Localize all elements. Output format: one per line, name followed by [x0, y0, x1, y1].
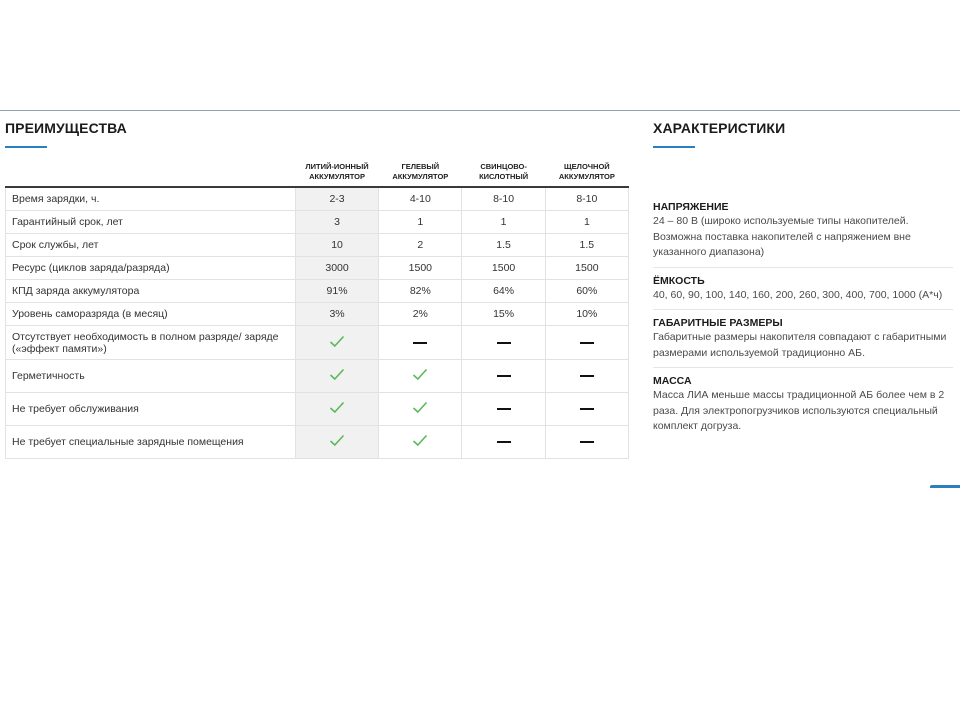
cell-value: [295, 360, 378, 393]
cell-value: [295, 326, 378, 360]
cell-value: 2%: [379, 303, 462, 326]
cell-value: [545, 326, 628, 360]
table-row: [6, 360, 629, 393]
dash-icon: [497, 441, 511, 443]
specs-list: [653, 194, 953, 441]
cell-value: 91%: [295, 280, 378, 303]
cell-value: [545, 360, 628, 393]
dash-icon: [580, 441, 594, 443]
cell-value: 3000: [295, 257, 378, 280]
cell-value: 1.5: [545, 234, 628, 257]
spec-title: ГАБАРИТНЫЕ РАЗМЕРЫ: [653, 317, 783, 329]
table-row: [6, 280, 629, 303]
cell-value: [545, 393, 628, 426]
cell-value: [295, 393, 378, 426]
spec-item: [653, 368, 953, 441]
cell-value: [462, 426, 545, 459]
check-icon: [329, 335, 345, 351]
cell-value: [545, 426, 628, 459]
spec-text: 24 – 80 В (широко используемые типы накопителей. Возможна поставка накопителей с напряжением вне указанного диапазона): [653, 215, 911, 258]
cell-value: [462, 326, 545, 360]
row-label: Ресурс (циклов заряда/разряда): [6, 257, 296, 280]
row-label: Уровень саморазряда (в месяц): [6, 303, 296, 326]
cell-value: [379, 393, 462, 426]
cell-value: 1: [462, 211, 545, 234]
cell-value: 2: [379, 234, 462, 257]
specs-title-underline: [653, 146, 695, 148]
row-label: Герметичность: [6, 360, 296, 393]
cell-value: 3%: [295, 303, 378, 326]
table-row: [6, 303, 629, 326]
advantages-title: ПРЕИМУЩЕСТВА: [5, 120, 127, 136]
spec-text: Масса ЛИА меньше массы традиционной АБ более чем в 2 раза. Для электропогрузчиков используются специальный комплект догруза.: [653, 389, 945, 432]
cell-value: 10%: [545, 303, 628, 326]
cell-value: [462, 393, 545, 426]
top-divider: [0, 110, 960, 111]
check-icon: [329, 368, 345, 384]
table-row: [6, 393, 629, 426]
cell-value: 8-10: [462, 187, 545, 211]
cell-value: 8-10: [545, 187, 628, 211]
cell-value: [295, 426, 378, 459]
cell-value: 64%: [462, 280, 545, 303]
spec-item: [653, 268, 953, 311]
dash-icon: [497, 408, 511, 410]
spec-item: [653, 194, 953, 268]
dash-icon: [580, 342, 594, 344]
cell-value: [379, 360, 462, 393]
row-label: Гарантийный срок, лет: [6, 211, 296, 234]
cell-value: 1500: [545, 257, 628, 280]
cell-value: 1: [379, 211, 462, 234]
table-row: [6, 426, 629, 459]
cell-value: [462, 360, 545, 393]
cell-value: 60%: [545, 280, 628, 303]
cell-value: 1500: [379, 257, 462, 280]
cell-value: 82%: [379, 280, 462, 303]
cell-value: 4-10: [379, 187, 462, 211]
cell-value: 3: [295, 211, 378, 234]
column-header-gel: ГЕЛЕВЫЙ АККУМУЛЯТОР: [379, 158, 462, 187]
specs-title: ХАРАКТЕРИСТИКИ: [653, 120, 786, 136]
spec-title: МАССА: [653, 375, 692, 387]
table-row: [6, 234, 629, 257]
column-header-li-ion: ЛИТИЙ-ИОННЫЙ АККУМУЛЯТОР: [295, 158, 378, 187]
row-label: Время зарядки, ч.: [6, 187, 296, 211]
row-label: Не требует специальные зарядные помещения: [6, 426, 296, 459]
check-icon: [412, 434, 428, 450]
spec-text: 40, 60, 90, 100, 140, 160, 200, 260, 300, 400, 700, 1000 (А*ч): [653, 288, 943, 301]
dash-icon: [580, 408, 594, 410]
check-icon: [329, 401, 345, 417]
cell-value: 10: [295, 234, 378, 257]
cell-value: [379, 326, 462, 360]
spec-text: Габаритные размеры накопителя совпадают с габаритными размерами используемой традиционно АБ.: [653, 331, 947, 359]
check-icon: [412, 368, 428, 384]
table-row: [6, 257, 629, 280]
table-row: [6, 211, 629, 234]
column-header-lead-acid: СВИНЦОВО-КИСЛОТНЫЙ: [462, 158, 545, 187]
row-label: Не требует обслуживания: [6, 393, 296, 426]
spec-title: ЁМКОСТЬ: [653, 274, 705, 287]
spec-item: [653, 310, 953, 368]
check-icon: [329, 434, 345, 450]
table-header-empty: [6, 158, 296, 187]
specs-section: [653, 112, 953, 441]
row-label: Срок службы, лет: [6, 234, 296, 257]
dash-icon: [497, 342, 511, 344]
row-label: Отсутствует необходимость в полном разряде/ заряде («эффект памяти»): [6, 326, 296, 360]
advantages-section: [5, 112, 630, 459]
cell-value: 15%: [462, 303, 545, 326]
advantages-title-underline: [5, 146, 47, 148]
cell-value: 2-3: [295, 187, 378, 211]
dash-icon: [413, 342, 427, 344]
table-row: [6, 187, 629, 211]
comparison-table: [5, 158, 629, 459]
dash-icon: [580, 375, 594, 377]
row-label: КПД заряда аккумулятора: [6, 280, 296, 303]
cell-value: 1: [545, 211, 628, 234]
table-row: [6, 326, 629, 360]
cell-value: 1.5: [462, 234, 545, 257]
cell-value: [379, 426, 462, 459]
dash-icon: [497, 375, 511, 377]
column-header-alkaline: ЩЕЛОЧНОЙ АККУМУЛЯТОР: [545, 158, 628, 187]
scroll-top-button[interactable]: [930, 485, 960, 488]
check-icon: [412, 401, 428, 417]
spec-title: НАПРЯЖЕНИЕ: [653, 201, 729, 213]
cell-value: 1500: [462, 257, 545, 280]
